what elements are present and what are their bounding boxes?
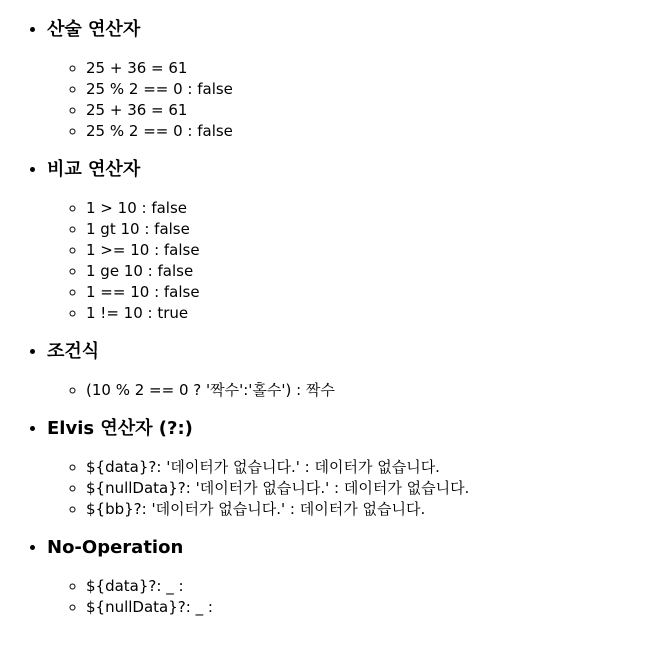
section-title: • Elvis 연산자 (?:) — [47, 418, 193, 439]
list-item: ◦ 1 != 10 : true — [86, 303, 469, 324]
section-arithmetic — [47, 18, 469, 142]
item-list — [47, 198, 469, 324]
item-list — [47, 457, 469, 520]
list-item: ◦ 25 % 2 == 0 : false — [86, 121, 469, 142]
section-no-operation — [47, 536, 469, 618]
section-conditional — [47, 340, 469, 401]
list-item: ◦ 25 % 2 == 0 : false — [86, 79, 469, 100]
list-item: ◦ 1 gt 10 : false — [86, 219, 469, 240]
list-item: ◦ 25 + 36 = 61 — [86, 100, 469, 121]
list-item: ◦ ${data}?: _ : — [86, 576, 469, 597]
list-item: ◦ (10 % 2 == 0 ? '짝수':'홀수') : 짝수 — [86, 380, 469, 401]
section-elvis — [47, 417, 469, 520]
item-list — [47, 576, 469, 618]
list-item: ◦ ${nullData}?: _ : — [86, 597, 469, 618]
list-item: ◦ 25 + 36 = 61 — [86, 58, 469, 79]
section-comparison — [47, 158, 469, 324]
item-list — [47, 380, 469, 401]
section-title: • 조건식 — [47, 341, 100, 362]
list-item: ◦ 1 == 10 : false — [86, 282, 469, 303]
list-item: ◦ 1 > 10 : false — [86, 198, 469, 219]
list-item: ◦ 1 ge 10 : false — [86, 261, 469, 282]
list-item: ◦ ${data}?: '데이터가 없습니다.' : 데이터가 없습니다. — [86, 457, 469, 478]
list-item: ◦ 1 >= 10 : false — [86, 240, 469, 261]
list-item: ◦ ${bb}?: '데이터가 없습니다.' : 데이터가 없습니다. — [86, 499, 469, 520]
section-list — [0, 18, 469, 634]
section-title: • No-Operation — [47, 537, 184, 558]
list-item: ◦ ${nullData}?: '데이터가 없습니다.' : 데이터가 없습니다. — [86, 478, 469, 499]
section-title: • 비교 연산자 — [47, 159, 141, 180]
item-list — [47, 58, 469, 142]
section-title: • 산술 연산자 — [47, 19, 141, 40]
